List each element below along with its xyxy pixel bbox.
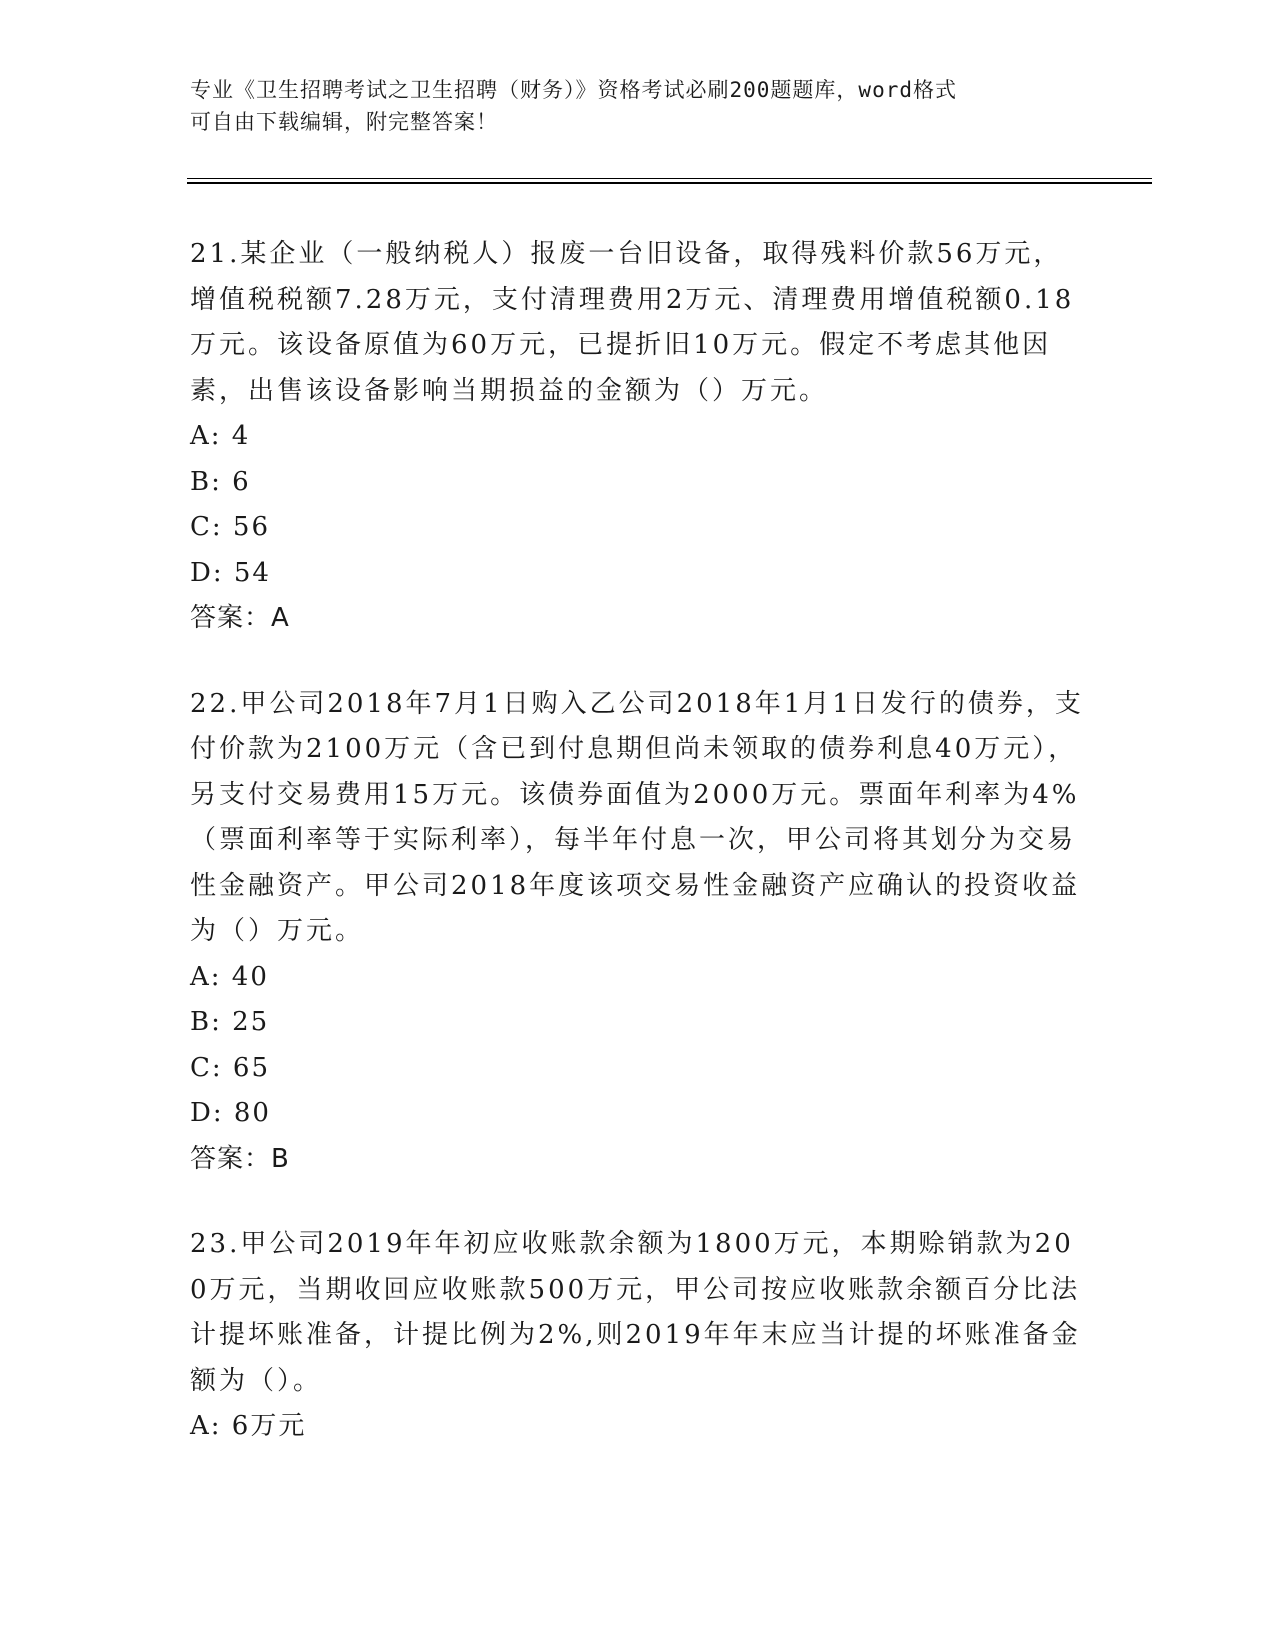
question-stem: 23.甲公司2019年年初应收账款余额为1800万元，本期赊销款为200万元，当期收回应收账款500万元，甲公司按应收账款余额百分比法计提坏账准备，计提比例为2%,则2019年年末应当计提的坏账准备金额为（）。	[190, 1229, 1081, 1396]
document-header	[190, 74, 1090, 138]
option-d: D: 54	[190, 557, 271, 588]
header-title-line-1: 专业《卫生招聘考试之卫生招聘（财务）》资格考试必刷200题题库，word格式	[190, 78, 957, 102]
header-title-line-2: 可自由下载编辑，附完整答案！	[190, 110, 498, 134]
header-divider-thick	[187, 182, 1152, 184]
question-23	[190, 1222, 1090, 1450]
answer-label: 答案：B	[190, 1143, 290, 1174]
question-stem: 22.甲公司2018年7月1日购入乙公司2018年1月1日发行的债券，支付价款为2100万元（含已到付息期但尚未领取的债券利息40万元），另支付交易费用15万元。该债券面值为2000万元。票面年利率为4%（票面利率等于实际利率），每半年付息一次，甲公司将其划分为交易性金融资产。甲公司2018年度该项交易性金融资产应确认的投资收益为（）万元。	[190, 688, 1084, 946]
option-a: A: 40	[190, 961, 269, 992]
question-stem: 21.某企业（一般纳税人）报废一台旧设备，取得残料价款56万元，增值税税额7.28万元，支付清理费用2万元、清理费用增值税额0.18万元。该设备原值为60万元，已提折旧10万元。假定不考虑其他因素，出售该设备影响当期损益的金额为（）万元。	[190, 239, 1075, 406]
option-b: B: 6	[190, 466, 251, 497]
question-list	[190, 232, 1090, 1490]
option-c: C: 56	[190, 512, 271, 542]
header-divider-thin	[187, 178, 1152, 179]
answer-label: 答案：A	[190, 603, 290, 633]
option-d: D: 80	[190, 1098, 271, 1128]
option-a: A: 4	[190, 421, 251, 451]
option-c: C: 65	[190, 1052, 271, 1083]
option-b: B: 25	[190, 1007, 270, 1037]
option-a: A: 6万元	[190, 1411, 307, 1441]
question-22	[190, 682, 1090, 1183]
question-21	[190, 232, 1090, 642]
